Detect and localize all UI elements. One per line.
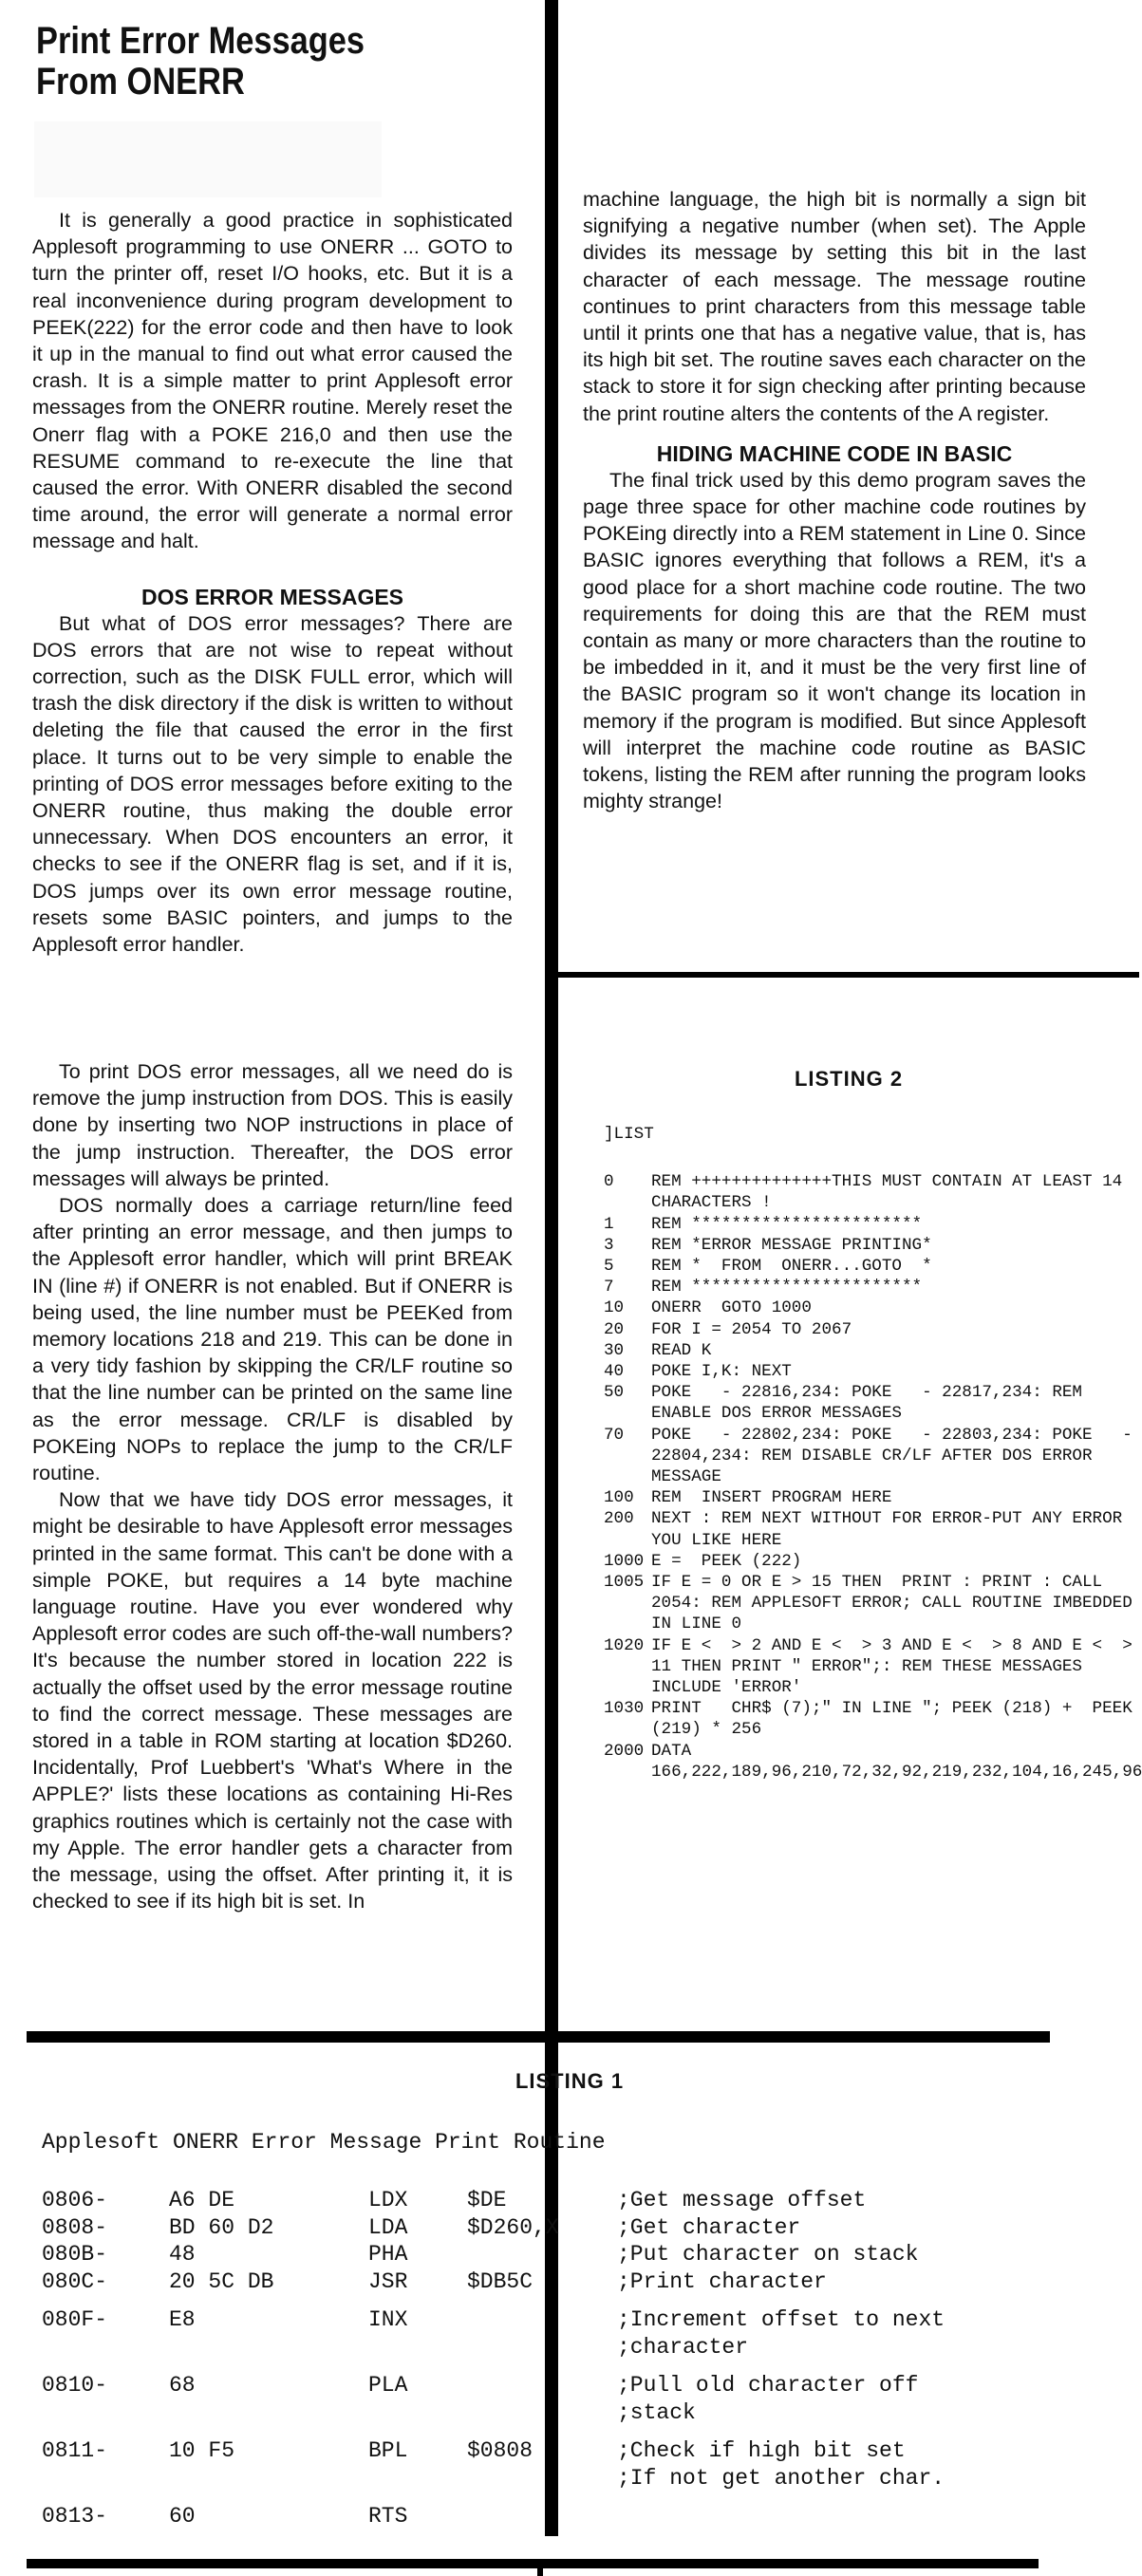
- listing-1-row: [42, 2241, 1105, 2268]
- mnemonic: PLA: [368, 2373, 408, 2398]
- comment: ;Get message offset: [617, 2188, 867, 2212]
- mnemonic: LDA: [368, 2214, 408, 2240]
- address: 0810-: [42, 2373, 108, 2398]
- section-rule-right: [558, 972, 1139, 978]
- listing-1-row: [42, 2372, 1105, 2426]
- line-code: REM ***********************: [651, 1214, 923, 1234]
- article-column-right: [583, 186, 1086, 814]
- line-code: REM * FROM ONERR...GOTO *: [651, 1257, 932, 1277]
- line-code: REM ***********************: [651, 1278, 923, 1297]
- opcode-bytes: 60: [169, 2504, 196, 2529]
- listing-2-header: ]LIST: [604, 1125, 654, 1144]
- address: 080B-: [42, 2242, 108, 2267]
- line-code: NEXT : REM NEXT WITHOUT FOR ERROR-PUT ANY ERROR YOU LIKE HERE: [651, 1509, 1133, 1550]
- mnemonic: BPL: [368, 2438, 408, 2463]
- listing-2-line: [604, 1382, 1135, 1424]
- article-column-left-bottom: [32, 1058, 513, 1915]
- address: 0808-: [42, 2214, 108, 2240]
- line-number: 20: [604, 1319, 625, 1339]
- title-blank-area: [34, 121, 382, 197]
- hiding-code-heading: HIDING MACHINE CODE IN BASIC: [656, 440, 1013, 466]
- line-number: 5: [604, 1257, 614, 1277]
- listing-2-line: [604, 1214, 1135, 1235]
- listing-1: [42, 2187, 1105, 2530]
- line-code: POKE - 22816,234: POKE - 22817,234: REM ENABLE DOS ERROR MESSAGES: [651, 1383, 1103, 1424]
- comment: ;Get character: [617, 2214, 801, 2240]
- listing-2-line: [604, 1235, 1135, 1256]
- listing-2-line: [604, 1487, 1135, 1508]
- line-number: 3: [604, 1235, 614, 1255]
- line-code: REM *ERROR MESSAGE PRINTING*: [651, 1235, 932, 1255]
- operand: [467, 2306, 617, 2361]
- listing-2-line: [604, 1256, 1135, 1277]
- line-number: 100: [604, 1488, 634, 1508]
- column-divider: [545, 0, 558, 2536]
- line-code: READ K: [651, 1340, 712, 1360]
- opcode-bytes: E8: [169, 2307, 196, 2332]
- listing-2-title: LISTING 2: [794, 1067, 904, 1091]
- line-number: 1030: [604, 1699, 645, 1719]
- line-code: E = PEEK (222): [651, 1551, 802, 1571]
- operand: $DB5C: [467, 2268, 534, 2294]
- line-number: 1: [604, 1214, 614, 1234]
- section-rule-listing: [27, 2031, 1050, 2043]
- line-code: REM ++++++++++++++THIS MUST CONTAIN AT LEAST 14 CHARACTERS !: [651, 1172, 1133, 1213]
- comment: ;Check if high bit set ;If not get another char.: [617, 2438, 945, 2491]
- mnemonic: LDX: [368, 2188, 408, 2212]
- crlf-paragraph: DOS normally does a carriage return/line feed after printing an error message, and then jumps to the Applesoft error handler, which will print BREAK IN (line #) if ONERR is not enabled. But if ONERR is being used, the line number must be PEEKed from memory locations 218 and 219. This can be done in a very tidy fashion by skipping the CR/LF routine so that the line number can be printed on the same line as the error message. CR/LF is disabled by POKEing NOPs to replace the jump to the CR/LF routine.: [32, 1194, 513, 1485]
- listing-2-line: [604, 1635, 1142, 1699]
- title-line-2: From ONERR: [36, 61, 245, 103]
- operand: $0808: [467, 2438, 534, 2463]
- listing-2-line: [604, 1319, 1135, 1340]
- address: 080F-: [42, 2307, 108, 2332]
- operand: $DE: [467, 2188, 507, 2212]
- line-number: 50: [604, 1383, 625, 1403]
- line-number: 200: [604, 1509, 634, 1529]
- line-number: 40: [604, 1362, 625, 1382]
- line-number: 10: [604, 1298, 625, 1318]
- comment: ;Increment offset to next ;character: [617, 2307, 945, 2360]
- listing-1-title: LISTING 1: [515, 2069, 625, 2093]
- listing-2-line: [604, 1297, 1135, 1318]
- dos-paragraph: But what of DOS error messages? There are DOS errors that are not wise to repeat without correction, such as the DISK FULL error, which will trash the disk directory if the disk is written to without deleting the file that caused the error in the first place. It turns out to be very simple to enable the printing of DOS error messages before exiting to the ONERR routine, thus making the double error unnecessary. When DOS encounters an error, it checks to see if the ONERR flag is set, and if it is, DOS jumps over its own error message routine, resets some BASIC pointers, and jumps to the Applesoft error handler.: [32, 611, 513, 957]
- listing-2-line: [604, 1741, 1142, 1783]
- listing-2-lines: [604, 1171, 1142, 1783]
- opcode-bytes: A6 DE: [169, 2188, 235, 2212]
- listing-2-line: [604, 1340, 1135, 1361]
- operand: $D260,X: [467, 2214, 559, 2240]
- listing-2-line: [604, 1698, 1142, 1740]
- line-number: 1000: [604, 1551, 645, 1571]
- intro-paragraph: It is generally a good practice in sophisticated Applesoft programming to use ONERR ... GOTO to turn the printer off, reset I/O hooks, etc. But it is a real inconvenience during program development to PEEK(222) for the error code and then have to look it up in the manual to find out what error caused the crash. It is a simple matter to print Applesoft error messages from the ONERR routine. Merely reset the Onerr flag with a POKE 216,0 and then use the RESUME command to re-execute the line that caused the error. With ONERR disabled the second time around, the error will generate a normal error message and halt.: [32, 209, 513, 553]
- article-title: [36, 21, 444, 103]
- listing-1-row: [42, 2437, 1105, 2492]
- mnemonic: JSR: [368, 2268, 408, 2294]
- title-line-1: Print Error Messages: [36, 20, 365, 62]
- listing-2-line: [604, 1361, 1135, 1382]
- nop-paragraph: To print DOS error messages, all we need do is remove the jump instruction from DOS. This is easily done by inserting two NOP instructions in place of the jump instruction. Thereafter, the DOS error messages will always be printed.: [32, 1060, 513, 1190]
- line-number: 70: [604, 1425, 625, 1445]
- row-gap: [42, 2361, 1105, 2372]
- line-number: 2000: [604, 1741, 645, 1761]
- line-number: 0: [604, 1172, 614, 1192]
- offset-paragraph: Now that we have tidy DOS error messages, it might be desirable to have Applesoft error messages printed in the same format. This can't be done with a simple POKE, but requires a 14 byte machine language routine. Have you ever wondered why Applesoft error codes are such off-the-wall numbers? It's because the number stored in location 222 is actually the offset used by the error message routine to find the correct message. These messages are stored in a table in ROM starting at location $D260. Incidentally, Prof Luebbert's 'What's Where in the APPLE?' lists these locations as containing Hi-Res graphics routines which is certainly not the case with my Apple. The error handler gets a character from the message, using the offset. After printing it, it is checked to see if its high bit is set. In: [32, 1488, 513, 1913]
- row-gap: [42, 2492, 1105, 2503]
- line-code: DATA 166,222,189,96,210,72,32,92,219,232,104,16,245,96: [651, 1741, 1142, 1782]
- mnemonic: INX: [368, 2307, 408, 2332]
- listing-1-row: [42, 2306, 1105, 2361]
- line-code: PRINT CHR$ (7);" IN LINE "; PEEK (218) + PEEK (219) * 256: [651, 1699, 1142, 1740]
- line-code: FOR I = 2054 TO 2067: [651, 1319, 852, 1339]
- high-bit-paragraph: machine language, the high bit is normally a sign bit signifying a negative number (when set). The Apple divides its message by setting this bit in the last character of each message. The message routine continues to print characters from this message table until it prints one that has a negative value, that is, has its high bit set. The routine saves each character on the stack to store it for sign checking after printing because the print routine alters the contents of the A register.: [583, 188, 1086, 425]
- opcode-bytes: 20 5C DB: [169, 2268, 274, 2294]
- comment: [617, 2503, 1105, 2530]
- line-code: POKE - 22802,234: POKE - 22803,234: POKE - 22804,234: REM DISABLE CR/LF AFTER DOS ERROR MESSAGE: [651, 1425, 1142, 1487]
- listing-2-line: [604, 1572, 1142, 1635]
- listing-2-line: [604, 1551, 1135, 1572]
- line-code: REM INSERT PROGRAM HERE: [651, 1488, 892, 1508]
- line-code: IF E < > 2 AND E < > 3 AND E < > 8 AND E < > 11 THEN PRINT " ERROR";: REM THESE MESSAGES INCLUDE 'ERROR': [651, 1635, 1142, 1698]
- address: 0813-: [42, 2504, 108, 2529]
- row-gap: [42, 2426, 1105, 2437]
- dos-errors-heading: DOS ERROR MESSAGES: [140, 584, 404, 609]
- row-gap: [42, 2295, 1105, 2306]
- line-number: 1020: [604, 1635, 645, 1655]
- listing-1-row: [42, 2187, 1105, 2214]
- line-code: POKE I,K: NEXT: [651, 1362, 792, 1382]
- listing-1-heading: Applesoft ONERR Error Message Print Routine: [42, 2130, 606, 2155]
- operand: [467, 2241, 617, 2268]
- listing-2-line: [604, 1508, 1135, 1550]
- mnemonic: RTS: [368, 2504, 408, 2529]
- operand: [467, 2503, 617, 2530]
- address: 0811-: [42, 2438, 108, 2463]
- comment: ;Put character on stack: [617, 2242, 919, 2267]
- address: 080C-: [42, 2268, 108, 2294]
- comment: ;Print character: [617, 2268, 827, 2294]
- listing-2: [604, 1124, 1142, 1783]
- listing-2-line: [604, 1425, 1142, 1488]
- listing-2-line: [604, 1277, 1135, 1297]
- line-code: IF E = 0 OR E > 15 THEN PRINT : PRINT : CALL 2054: REM APPLESOFT ERROR; CALL ROUTINE IMBEDDED IN LINE 0: [651, 1573, 1142, 1634]
- line-number: 7: [604, 1278, 614, 1297]
- listing-1-row: [42, 2214, 1105, 2242]
- line-number: 1005: [604, 1573, 645, 1593]
- listing-2-line: [604, 1171, 1135, 1213]
- mnemonic: PHA: [368, 2242, 408, 2267]
- comment: ;Pull old character off ;stack: [617, 2373, 919, 2425]
- address: 0806-: [42, 2188, 108, 2212]
- opcode-bytes: 10 F5: [169, 2438, 235, 2463]
- section-rule-bottom: [27, 2559, 1039, 2568]
- article-column-left-top: [32, 207, 513, 958]
- listing-1-row: [42, 2503, 1105, 2530]
- listing-1-row: [42, 2268, 1105, 2296]
- rem-paragraph: The final trick used by this demo program saves the page three space for other machine code routines by POKEing directly into a REM statement in Line 0. Since BASIC ignores everything that follows a REM, it's a good place for a short machine code routine. The two requirements for doing this are that the REM must contain as many or more characters than the routine to be imbedded in it, and it must be the very first line of the BASIC program so it won't change its location in memory if the program is modified. But since Applesoft will interpret the machine code routine as BASIC tokens, listing the REM after running the program looks mighty strange!: [583, 468, 1086, 813]
- opcode-bytes: 48: [169, 2242, 196, 2267]
- line-code: ONERR GOTO 1000: [651, 1298, 812, 1318]
- operand: [467, 2372, 617, 2426]
- opcode-bytes: 68: [169, 2373, 196, 2398]
- line-number: 30: [604, 1340, 625, 1360]
- opcode-bytes: BD 60 D2: [169, 2214, 274, 2240]
